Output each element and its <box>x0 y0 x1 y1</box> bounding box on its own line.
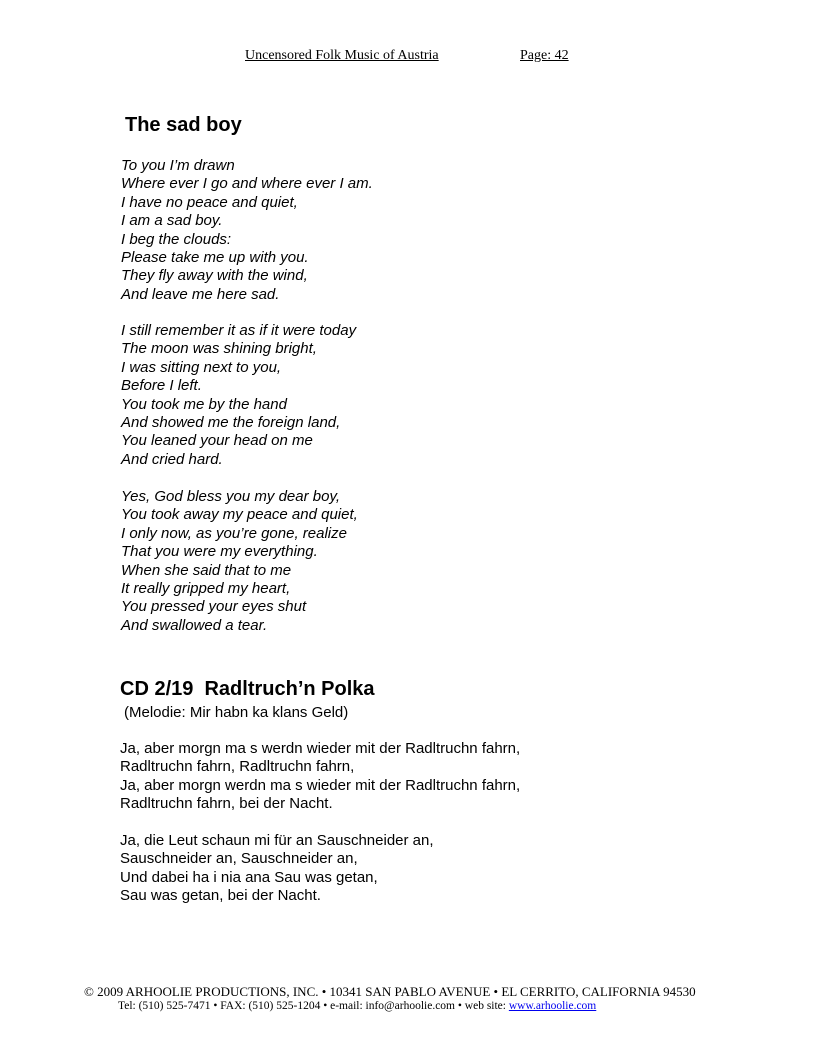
song-title-radltruchn-polka: CD 2/19 Radltruch’n Polka <box>120 678 375 700</box>
lyric-line: Radltruchn fahrn, bei der Nacht. <box>120 795 333 813</box>
stanza-2 <box>121 322 356 469</box>
lyric-line: You took me by the hand <box>121 395 287 413</box>
lyric-line: Please take me up with you. <box>121 249 309 267</box>
lyric-line: And cried hard. <box>121 450 223 468</box>
footer-contact <box>118 1000 596 1012</box>
lyric-line: And showed me the foreign land, <box>121 414 341 432</box>
lyric-line: I only now, as you’re gone, realize <box>121 524 347 542</box>
lyric-line: The moon was shining bright, <box>121 340 317 358</box>
lyric-line: I still remember it as if it were today <box>121 322 357 339</box>
verse-1 <box>120 740 520 814</box>
lyric-line: Yes, God bless you my dear boy, <box>121 488 341 505</box>
lyric-line: I was sitting next to you, <box>121 358 282 376</box>
lyric-line: And leave me here sad. <box>121 285 280 303</box>
lyric-line: That you were my everything. <box>121 543 318 561</box>
song-title-sad-boy: The sad boy <box>125 114 242 136</box>
footer-contact-text: Tel: (510) 525-7471 • FAX: (510) 525-1204 • e-mail: info@arhoolie.com • web site: <box>118 1000 509 1012</box>
lyric-line: Radltruchn fahrn, Radltruchn fahrn, <box>120 758 355 776</box>
lyric-line: You took away my peace and quiet, <box>121 506 358 524</box>
lyric-line: They fly away with the wind, <box>121 267 308 285</box>
lyric-line: I have no peace and quiet, <box>121 193 298 211</box>
running-header-title: Uncensored Folk Music of Austria <box>245 48 439 63</box>
lyric-line: And swallowed a tear. <box>121 616 268 634</box>
lyric-line: It really gripped my heart, <box>121 580 291 598</box>
lyric-line: Sauschneider an, Sauschneider an, <box>120 850 358 868</box>
page-number: Page: 42 <box>520 48 569 63</box>
stanza-3 <box>121 488 358 635</box>
lyric-line: Ja, die Leut schaun mi für an Sauschneider an, <box>120 832 434 849</box>
lyric-line: Before I left. <box>121 377 202 395</box>
lyric-line: You leaned your head on me <box>121 432 313 450</box>
footer-copyright: © 2009 ARHOOLIE PRODUCTIONS, INC. • 10341 SAN PABLO AVENUE • EL CERRITO, CALIFORNIA 94530 <box>84 984 696 999</box>
stanza-1 <box>121 157 373 304</box>
lyric-line: Sau was getan, bei der Nacht. <box>120 887 321 905</box>
verse-2 <box>120 832 434 906</box>
lyric-line: To you I’m drawn <box>121 157 235 174</box>
lyric-line: You pressed your eyes shut <box>121 598 307 616</box>
lyric-line: Where ever I go and where ever I am. <box>121 175 373 193</box>
lyric-line: Ja, aber morgn ma s werdn wieder mit der Radltruchn fahrn, <box>120 740 521 757</box>
lyric-line: Und dabei ha i nia ana Sau was getan, <box>120 868 378 886</box>
website-link[interactable]: www.arhoolie.com <box>508 1000 597 1012</box>
lyric-line: When she said that to me <box>121 561 292 579</box>
lyric-line: I beg the clouds: <box>121 230 232 248</box>
melody-note: (Melodie: Mir habn ka klans Geld) <box>124 704 349 721</box>
lyric-line: Ja, aber morgn werdn ma s wieder mit der Radltruchn fahrn, <box>120 776 521 794</box>
lyric-line: I am a sad boy. <box>121 212 223 230</box>
